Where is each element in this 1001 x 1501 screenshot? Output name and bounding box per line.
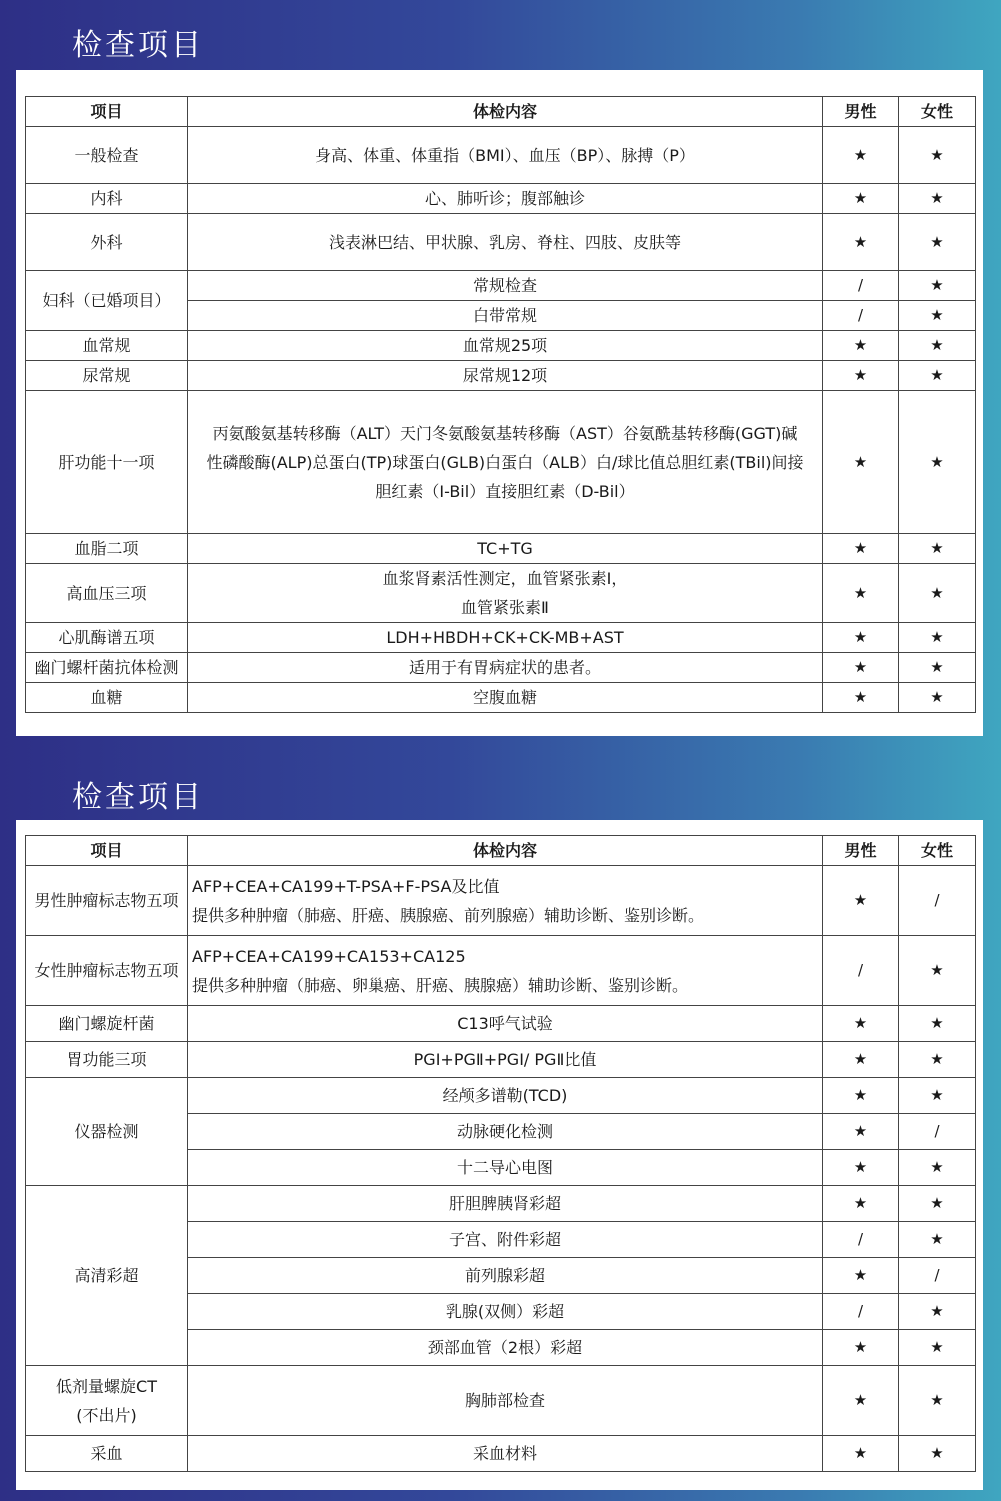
row-content: TC+TG: [188, 534, 823, 564]
section-title: 检查项目: [72, 780, 204, 815]
row-male: ★: [823, 653, 899, 683]
row-male: ★: [823, 1186, 899, 1222]
row-item: 女性肿瘤标志物五项: [26, 936, 188, 1006]
section-2: [0, 750, 1001, 1501]
row-content: 前列腺彩超: [188, 1258, 823, 1294]
row-item: 血脂二项: [26, 534, 188, 564]
row-female: ★: [899, 1330, 976, 1366]
row-male: ★: [823, 361, 899, 391]
row-item: 幽门螺旋杆菌: [26, 1006, 188, 1042]
row-content: C13呼气试验: [188, 1006, 823, 1042]
row-male: ★: [823, 1258, 899, 1294]
section-title: 检查项目: [72, 28, 204, 63]
row-female: ★: [899, 653, 976, 683]
table-row: [26, 1006, 976, 1042]
row-female: ★: [899, 564, 976, 623]
row-item: 心肌酶谱五项: [26, 623, 188, 653]
content-line: 提供多种肿瘤（肺癌、卵巢癌、肝癌、胰腺癌）辅助诊断、鉴别诊断。: [192, 975, 689, 995]
exam-table: [25, 96, 976, 713]
row-item: 胃功能三项: [26, 1042, 188, 1078]
row-female: ★: [899, 1222, 976, 1258]
table-row: [26, 184, 976, 214]
header-male: 男性: [823, 836, 899, 866]
row-female: ★: [899, 623, 976, 653]
row-male: ★: [823, 683, 899, 713]
content-line: 血浆肾素活性测定，血管紧张素Ⅰ，: [382, 569, 628, 588]
header-female: 女性: [899, 97, 976, 127]
row-female: ★: [899, 391, 976, 534]
table-row: [26, 534, 976, 564]
row-content: 常规检查: [188, 271, 823, 301]
table-row: [26, 1436, 976, 1472]
row-female: ★: [899, 1366, 976, 1436]
row-content: 经颅多谱勒(TCD): [188, 1078, 823, 1114]
row-content: [188, 564, 823, 623]
row-item: 外科: [26, 214, 188, 271]
row-content: 十二导心电图: [188, 1150, 823, 1186]
table-row: [26, 127, 976, 184]
row-female: ★: [899, 1042, 976, 1078]
row-content: 白带常规: [188, 301, 823, 331]
row-item: 内科: [26, 184, 188, 214]
row-male: ★: [823, 1330, 899, 1366]
section-1: [0, 0, 1001, 750]
content-line: 胆红素（I-Bil）直接胆红素（D-Bil）: [375, 481, 635, 501]
row-item: 肝功能十一项: [26, 391, 188, 534]
row-content: 动脉硬化检测: [188, 1114, 823, 1150]
row-content: 空腹血糖: [188, 683, 823, 713]
row-content: 血常规25项: [188, 331, 823, 361]
table-row: [26, 361, 976, 391]
row-item: 采血: [26, 1436, 188, 1472]
header-female: 女性: [899, 836, 976, 866]
row-male: ★: [823, 1042, 899, 1078]
row-content: 采血材料: [188, 1436, 823, 1472]
content-line: AFP+CEA+CA199+T-PSA+F-PSA及比值: [192, 876, 500, 896]
table-header-row: [26, 836, 976, 866]
content-line: 血管紧张素Ⅱ: [461, 598, 549, 617]
row-male: ★: [823, 331, 899, 361]
row-female: ★: [899, 301, 976, 331]
header-content: 体检内容: [188, 836, 823, 866]
row-female: ★: [899, 936, 976, 1006]
row-female: ★: [899, 1078, 976, 1114]
row-male: ★: [823, 1366, 899, 1436]
table-row: [26, 1366, 976, 1436]
table-row: [26, 866, 976, 936]
header-item: 项目: [26, 836, 188, 866]
row-female: ★: [899, 1436, 976, 1472]
row-male: /: [823, 1294, 899, 1330]
exam-table: [25, 835, 976, 1472]
row-female: ★: [899, 127, 976, 184]
row-content: 心、肺听诊；腹部触诊: [188, 184, 823, 214]
table-row: [26, 331, 976, 361]
header-content: 体检内容: [188, 97, 823, 127]
row-male: ★: [823, 1114, 899, 1150]
row-male: ★: [823, 1006, 899, 1042]
row-female: ★: [899, 361, 976, 391]
header-male: 男性: [823, 97, 899, 127]
row-male: /: [823, 301, 899, 331]
row-item: 幽门螺杆菌抗体检测: [26, 653, 188, 683]
row-female: ★: [899, 1186, 976, 1222]
row-item: 一般检查: [26, 127, 188, 184]
row-item: 男性肿瘤标志物五项: [26, 866, 188, 936]
row-male: ★: [823, 564, 899, 623]
row-male: /: [823, 271, 899, 301]
header-item: 项目: [26, 97, 188, 127]
table-row: [26, 391, 976, 534]
row-content: 适用于有胃病症状的患者。: [188, 653, 823, 683]
row-female: ★: [899, 1294, 976, 1330]
row-content: [188, 936, 823, 1006]
row-item: 高血压三项: [26, 564, 188, 623]
row-male: /: [823, 936, 899, 1006]
row-item: [26, 1366, 188, 1436]
row-female: /: [899, 1258, 976, 1294]
row-male: /: [823, 1222, 899, 1258]
row-content: 乳腺(双侧）彩超: [188, 1294, 823, 1330]
row-item: 妇科（已婚项目）: [26, 271, 188, 331]
table-row: [26, 653, 976, 683]
row-female: ★: [899, 683, 976, 713]
row-male: ★: [823, 1150, 899, 1186]
row-female: /: [899, 1114, 976, 1150]
row-content: [188, 391, 823, 534]
row-male: ★: [823, 623, 899, 653]
row-male: ★: [823, 866, 899, 936]
row-male: ★: [823, 1436, 899, 1472]
row-content: 胸肺部检查: [188, 1366, 823, 1436]
table-row: [26, 1042, 976, 1078]
row-male: ★: [823, 534, 899, 564]
table-row: [26, 683, 976, 713]
row-female: ★: [899, 331, 976, 361]
row-female: ★: [899, 1006, 976, 1042]
table-row: [26, 564, 976, 623]
row-male: ★: [823, 184, 899, 214]
row-content: 尿常规12项: [188, 361, 823, 391]
row-female: ★: [899, 184, 976, 214]
row-content: 身高、体重、体重指（BMI）、血压（BP）、脉搏（P）: [188, 127, 823, 184]
row-female: ★: [899, 1150, 976, 1186]
table-row: [26, 1078, 976, 1114]
row-male: ★: [823, 1078, 899, 1114]
row-item: 血糖: [26, 683, 188, 713]
item-line: 低剂量螺旋CT: [56, 1376, 157, 1396]
table-header-row: [26, 97, 976, 127]
row-male: ★: [823, 391, 899, 534]
table-row: [26, 214, 976, 271]
row-content: PGⅠ+PGⅡ+PGⅠ/ PGⅡ比值: [188, 1042, 823, 1078]
row-item: 高清彩超: [26, 1186, 188, 1366]
row-content: [188, 866, 823, 936]
row-female: /: [899, 866, 976, 936]
row-male: ★: [823, 127, 899, 184]
row-content: 肝胆脾胰肾彩超: [188, 1186, 823, 1222]
row-content: 浅表淋巴结、甲状腺、乳房、脊柱、四肢、皮肤等: [188, 214, 823, 271]
table-row: [26, 1186, 976, 1222]
row-item: 尿常规: [26, 361, 188, 391]
content-line: 丙氨酸氨基转移酶（ALT）天门冬氨酸氨基转移酶（AST）谷氨酰基转移酶(GGT)碱: [212, 423, 798, 443]
row-content: 颈部血管（2根）彩超: [188, 1330, 823, 1366]
table-panel: [16, 820, 983, 1490]
table-row: [26, 271, 976, 301]
table-row: [26, 623, 976, 653]
row-male: ★: [823, 214, 899, 271]
table-row: [26, 936, 976, 1006]
row-content: LDH+HBDH+CK+CK-MB+AST: [188, 623, 823, 653]
row-female: ★: [899, 214, 976, 271]
item-line: (不出片): [76, 1405, 137, 1425]
content-line: AFP+CEA+CA199+CA153+CA125: [192, 946, 466, 966]
row-female: ★: [899, 271, 976, 301]
row-item: 血常规: [26, 331, 188, 361]
row-item: 仪器检测: [26, 1078, 188, 1186]
row-content: 子宫、附件彩超: [188, 1222, 823, 1258]
table-panel: [16, 70, 983, 736]
content-line: 性磷酸酶(ALP)总蛋白(TP)球蛋白(GLB)白蛋白（ALB）白/球比值总胆红素(TBil)间接: [206, 452, 804, 472]
content-line: 提供多种肿瘤（肺癌、肝癌、胰腺癌、前列腺癌）辅助诊断、鉴别诊断。: [192, 905, 705, 925]
row-female: ★: [899, 534, 976, 564]
